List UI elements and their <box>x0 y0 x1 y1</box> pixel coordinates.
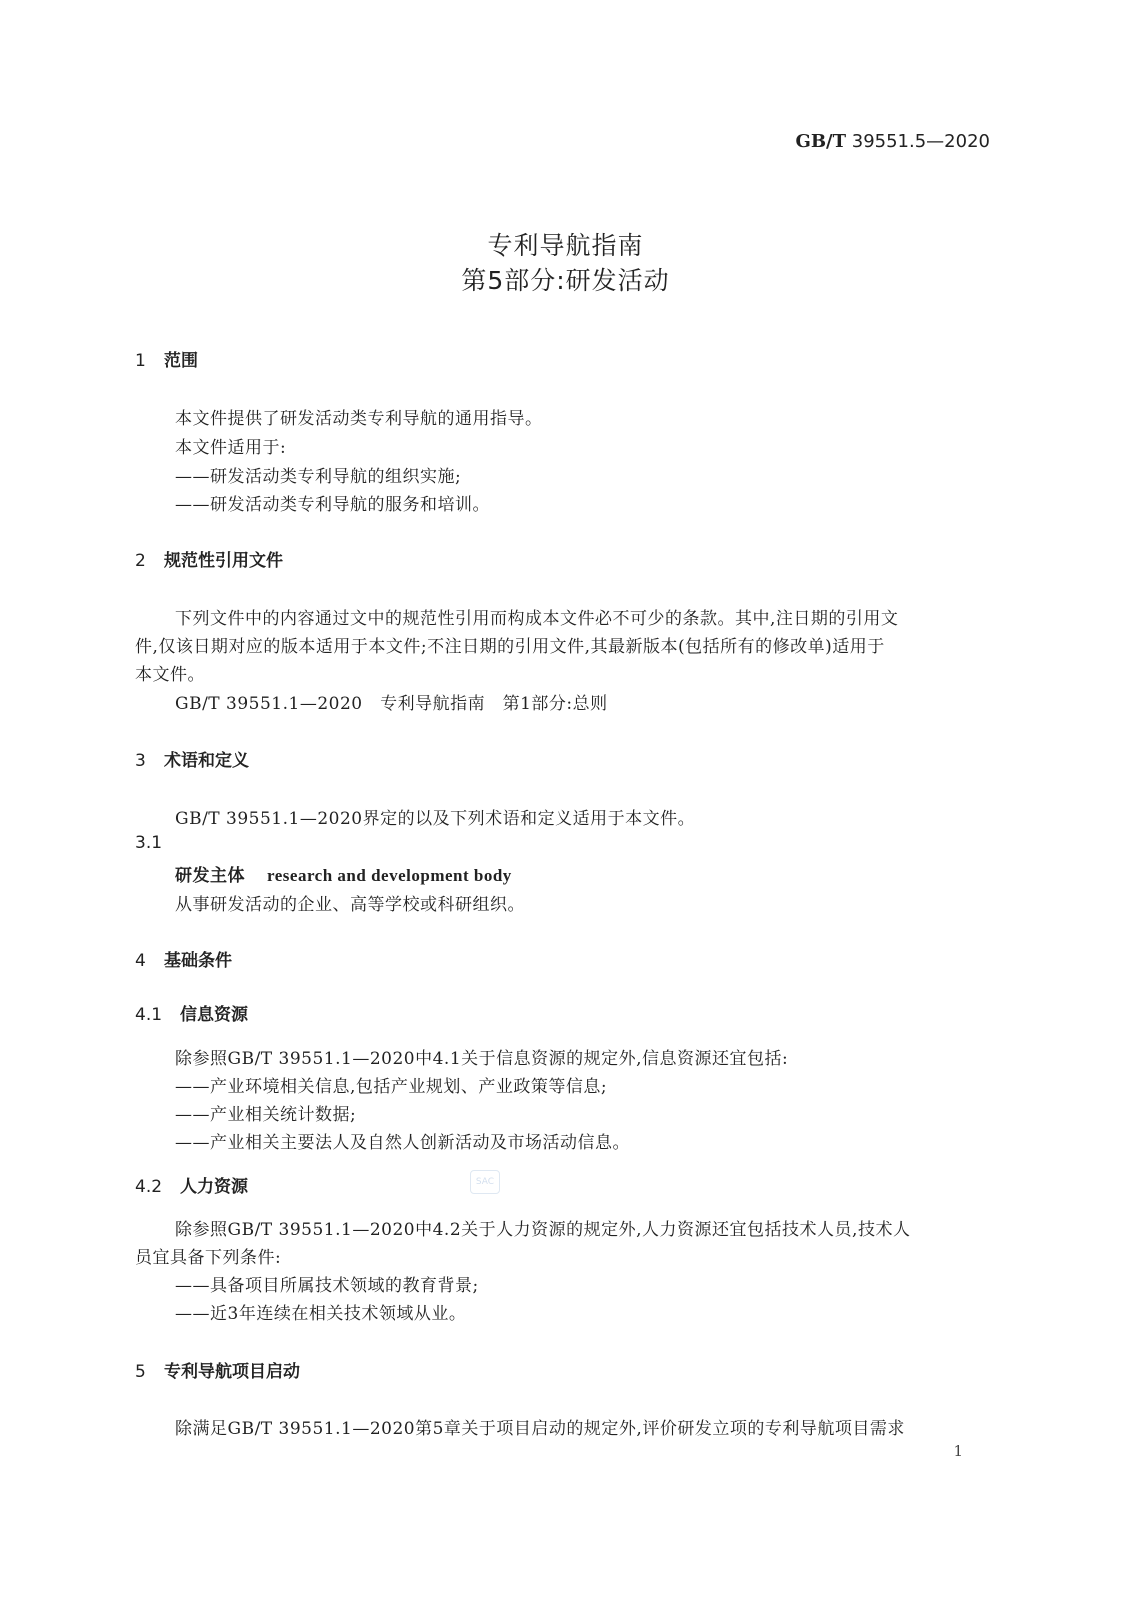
section-title: 信息资源 <box>180 1005 248 1025</box>
section-title: 术语和定义 <box>164 751 249 771</box>
doc-title-line2: 第5部分:研发活动 <box>461 266 670 295</box>
list-item: ——具备项目所属技术领域的教育背景; <box>175 1276 479 1296</box>
term-number: 3.1 <box>135 833 163 853</box>
paragraph-line: 除满足GB/T 39551.1—2020第5章关于项目启动的规定外,评价研发立项的专利导航项目需求 <box>175 1419 905 1439</box>
term-entry <box>175 861 512 886</box>
section-number: 3 <box>135 751 146 771</box>
section-number: 2 <box>135 551 146 571</box>
term-definition: 从事研发活动的企业、高等学校或科研组织。 <box>175 895 525 915</box>
section-title: 范围 <box>164 351 198 371</box>
section-title: 基础条件 <box>164 951 232 971</box>
section-title: 专利导航项目启动 <box>164 1362 300 1382</box>
section-title: 人力资源 <box>180 1177 248 1197</box>
standard-code: GB/T <box>795 131 847 152</box>
section-number: 4.1 <box>135 1005 163 1025</box>
list-item: ——近3年连续在相关技术领域从业。 <box>175 1304 467 1324</box>
doc-title-line1: 专利导航指南 <box>487 231 644 260</box>
paragraph-line: 员宜具备下列条件: <box>135 1248 282 1268</box>
list-item: ——产业相关统计数据; <box>175 1105 357 1125</box>
normative-reference: GB/T 39551.1—2020 专利导航指南 第1部分:总则 <box>175 694 608 714</box>
sac-watermark-logo: SAC <box>470 1170 500 1194</box>
section-2-heading <box>135 546 283 571</box>
paragraph-line: 除参照GB/T 39551.1—2020中4.2关于人力资源的规定外,人力资源还宜包括技术人员,技术人 <box>175 1220 911 1240</box>
paragraph: 本文件适用于: <box>175 438 287 458</box>
list-item: ——产业相关主要法人及自然人创新活动及市场活动信息。 <box>175 1133 630 1153</box>
standard-number <box>795 131 990 152</box>
section-3-heading <box>135 746 249 771</box>
paragraph-line: 本文件。 <box>135 665 205 685</box>
paragraph: GB/T 39551.1—2020界定的以及下列术语和定义适用于本文件。 <box>175 809 696 829</box>
section-number: 1 <box>135 351 146 371</box>
section-number: 4 <box>135 951 146 971</box>
paragraph-line: 下列文件中的内容通过文中的规范性引用而构成本文件必不可少的条款。其中,注日期的引用文 <box>175 609 899 629</box>
list-item: ——产业环境相关信息,包括产业规划、产业政策等信息; <box>175 1077 608 1097</box>
paragraph-line: 件,仅该日期对应的版本适用于本文件;不注日期的引用文件,其最新版本(包括所有的修改单)适用于 <box>135 637 885 657</box>
section-title: 规范性引用文件 <box>164 551 283 571</box>
standard-id: 39551.5—2020 <box>851 131 990 152</box>
subsection-4-1-heading <box>135 1000 248 1025</box>
page-number: 1 <box>953 1442 963 1460</box>
list-item: ——研发活动类专利导航的组织实施; <box>175 467 462 487</box>
list-item: ——研发活动类专利导航的服务和培训。 <box>175 495 490 515</box>
section-1-heading <box>135 346 198 371</box>
section-number: 5 <box>135 1362 146 1382</box>
section-5-heading <box>135 1357 300 1382</box>
section-number: 4.2 <box>135 1177 163 1197</box>
paragraph: 除参照GB/T 39551.1—2020中4.1关于信息资源的规定外,信息资源还宜包括: <box>175 1049 789 1069</box>
paragraph: 本文件提供了研发活动类专利导航的通用指导。 <box>175 409 543 429</box>
term-english: research and development body <box>267 866 512 885</box>
subsection-4-2-heading <box>135 1172 248 1197</box>
section-4-heading <box>135 946 232 971</box>
term-chinese: 研发主体 <box>175 866 245 886</box>
